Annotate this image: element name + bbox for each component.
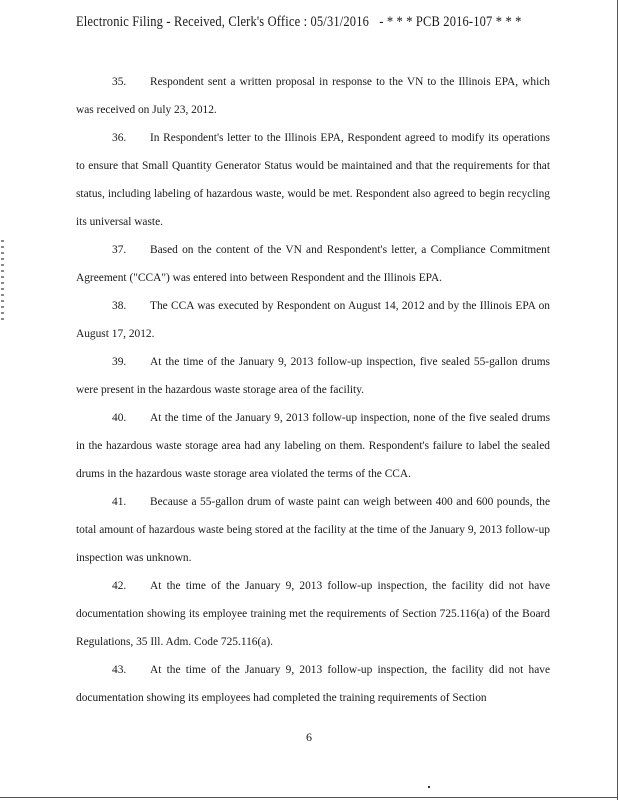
paragraph-39 (76, 348, 550, 404)
paragraph-text: The CCA was executed by Respondent on August 14, 2012 and by the Illinois EPA on August 17, 2012. (76, 300, 550, 340)
scan-margin-mark (1, 240, 4, 320)
paragraph-text: At the time of the January 9, 2013 follow-up inspection, the facility did not have documentation showing its employee training met the requirements of Section 725.116(a) of the Board Regulations, 35 Ill. Adm. Code 725.116(a). (76, 580, 550, 648)
paragraph-text: At the time of the January 9, 2013 follow-up inspection, the facility did not have documentation showing its employees had completed the training requirements of Section (76, 664, 550, 704)
paragraph-text: Respondent sent a written proposal in response to the VN to the Illinois EPA, which was received on July 23, 2012. (76, 76, 550, 116)
scan-speck (428, 786, 430, 788)
paragraph-43 (76, 656, 550, 712)
paragraph-number: 40. (112, 412, 127, 424)
paragraph-number: 36. (112, 132, 127, 144)
paragraph-number: 38. (112, 300, 127, 312)
paragraph-40 (76, 404, 550, 488)
case-number-text: - * * * PCB 2016-107 * * * (379, 14, 522, 30)
paragraph-number: 43. (112, 664, 127, 676)
paragraph-36 (76, 124, 550, 236)
paragraph-42 (76, 572, 550, 656)
paragraph-number: 39. (112, 356, 127, 368)
paragraph-text: Because a 55-gallon drum of waste paint can weigh between 400 and 600 pounds, the total amount of hazardous waste being stored at the facility at the time of the January 9, 2013 follow-up inspection was unknown. (76, 496, 550, 564)
paragraph-text: At the time of the January 9, 2013 follow-up inspection, five sealed 55-gallon drums were present in the hazardous waste storage area of the facility. (76, 356, 550, 396)
filing-stamp-text: Electronic Filing - Received, Clerk's Office : 05/31/2016 (76, 14, 370, 30)
paragraph-35 (76, 68, 550, 124)
paragraph-text: In Respondent's letter to the Illinois EPA, Respondent agreed to modify its operations to ensure that Small Quantity Generator Status would be maintained and that the requirements for that status, including labeling of hazardous waste, would be met. Respondent also agreed to begin recycling its universal waste. (76, 132, 550, 228)
paragraph-number: 41. (112, 496, 127, 508)
paragraph-38 (76, 292, 550, 348)
paragraph-number: 35. (112, 76, 127, 88)
paragraph-number: 42. (112, 580, 127, 592)
paragraph-37 (76, 236, 550, 292)
paragraph-number: 37. (112, 244, 127, 256)
paragraph-text: At the time of the January 9, 2013 follow-up inspection, none of the five sealed drums in the hazardous waste storage area had any labeling on them. Respondent's failure to label the sealed drums in the hazardous waste storage area violated the terms of the CCA. (76, 412, 550, 480)
filing-header (76, 14, 522, 31)
paragraph-text: Based on the content of the VN and Respondent's letter, a Compliance Commitment Agreement ("CCA") was entered into between Respondent and the Illinois EPA. (76, 244, 550, 284)
scan-edge-bottom (0, 797, 618, 798)
page-number: 6 (306, 730, 312, 744)
paragraph-41 (76, 488, 550, 572)
